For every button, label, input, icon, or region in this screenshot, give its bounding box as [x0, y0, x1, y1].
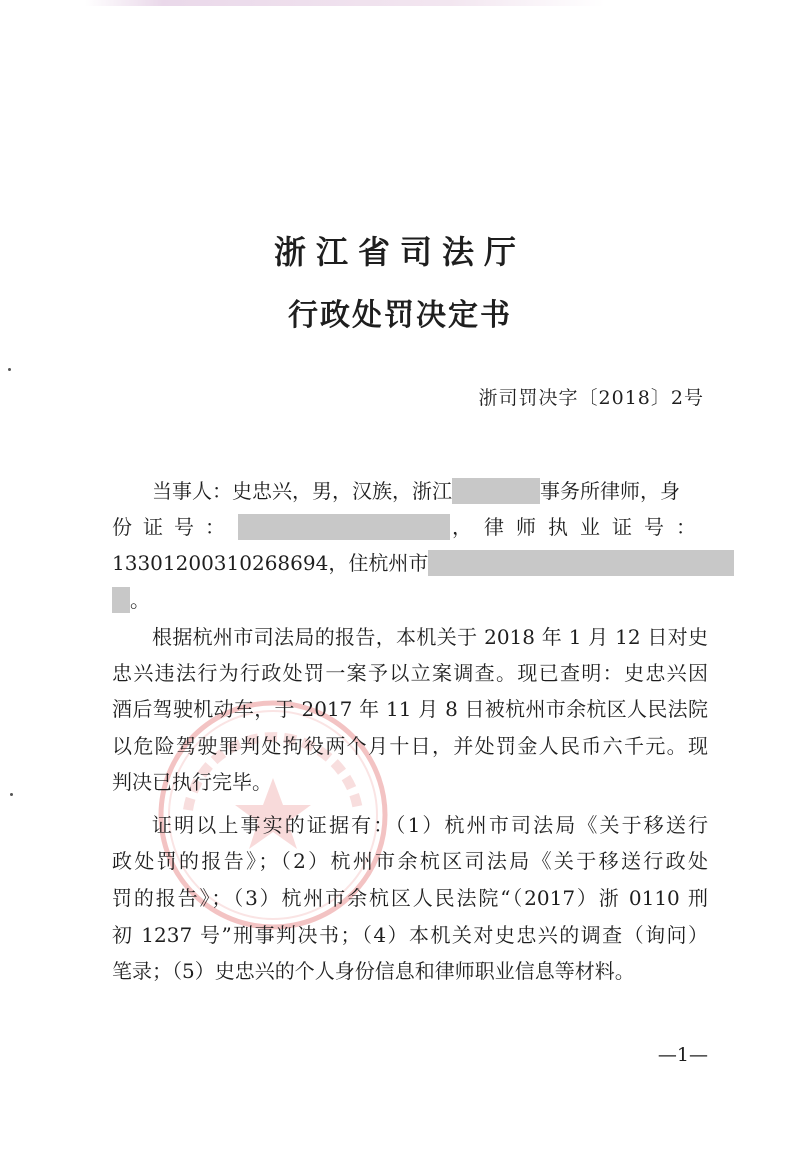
redacted-id-number	[238, 514, 450, 540]
party-text: 份证号：	[112, 515, 236, 539]
scan-mark	[10, 793, 13, 796]
document-title: 浙江省司法厅	[273, 233, 526, 271]
party-text: 事务所律师，身	[540, 479, 680, 503]
evidence-line: 笔录；（5）史忠兴的个人身份信息和律师职业信息等材料。	[112, 959, 635, 983]
redacted-field	[452, 478, 540, 504]
basis-line: 判决已执行完毕。	[112, 770, 272, 794]
scan-stain	[85, 0, 605, 6]
party-text: 。	[130, 588, 150, 612]
party-text: ，律师执业证号：	[452, 515, 708, 539]
party-line-2	[112, 513, 708, 541]
evidence-line: 罚的报告》；（3）杭州市余杭区人民法院“（2017）浙 0110 刑	[112, 886, 708, 910]
party-text: 当事人：史忠兴，男，汉族，浙江	[152, 479, 452, 503]
basis-line: 以危险驾驶罪判处拘役两个月十日，并处罚金人民币六千元。现	[112, 734, 708, 758]
scan-mark	[8, 368, 11, 371]
party-text: 13301200310268694，住杭州市	[112, 551, 429, 575]
evidence-line: 政处罚的报告》；（2）杭州市余杭区司法局《关于移送行政处	[112, 849, 708, 873]
redacted-address	[428, 550, 734, 576]
evidence-line: 证明以上事实的证据有：（1）杭州市司法局《关于移送行	[152, 813, 708, 837]
basis-line: 根据杭州市司法局的报告，本机关于 2018 年 1 月 12 日对史	[152, 625, 708, 649]
page-number: —1—	[657, 1044, 708, 1066]
basis-line: 酒后驾驶机动车，于 2017 年 11 月 8 日被杭州市余杭区人民法院	[112, 697, 708, 721]
party-line-3	[112, 549, 708, 577]
redacted-address	[112, 587, 130, 613]
party-line-4	[112, 586, 708, 614]
evidence-line: 初 1237 号”刑事判决书；（4）本机关对史忠兴的调查（询问）	[112, 923, 708, 947]
party-line-1	[152, 477, 708, 505]
document-subtitle: 行政处罚决定书	[288, 298, 512, 333]
basis-line: 忠兴违法行为行政处罚一案予以立案调查。现已查明：史忠兴因	[112, 661, 708, 685]
document-number: 浙司罚决字〔2018〕2号	[478, 387, 704, 409]
